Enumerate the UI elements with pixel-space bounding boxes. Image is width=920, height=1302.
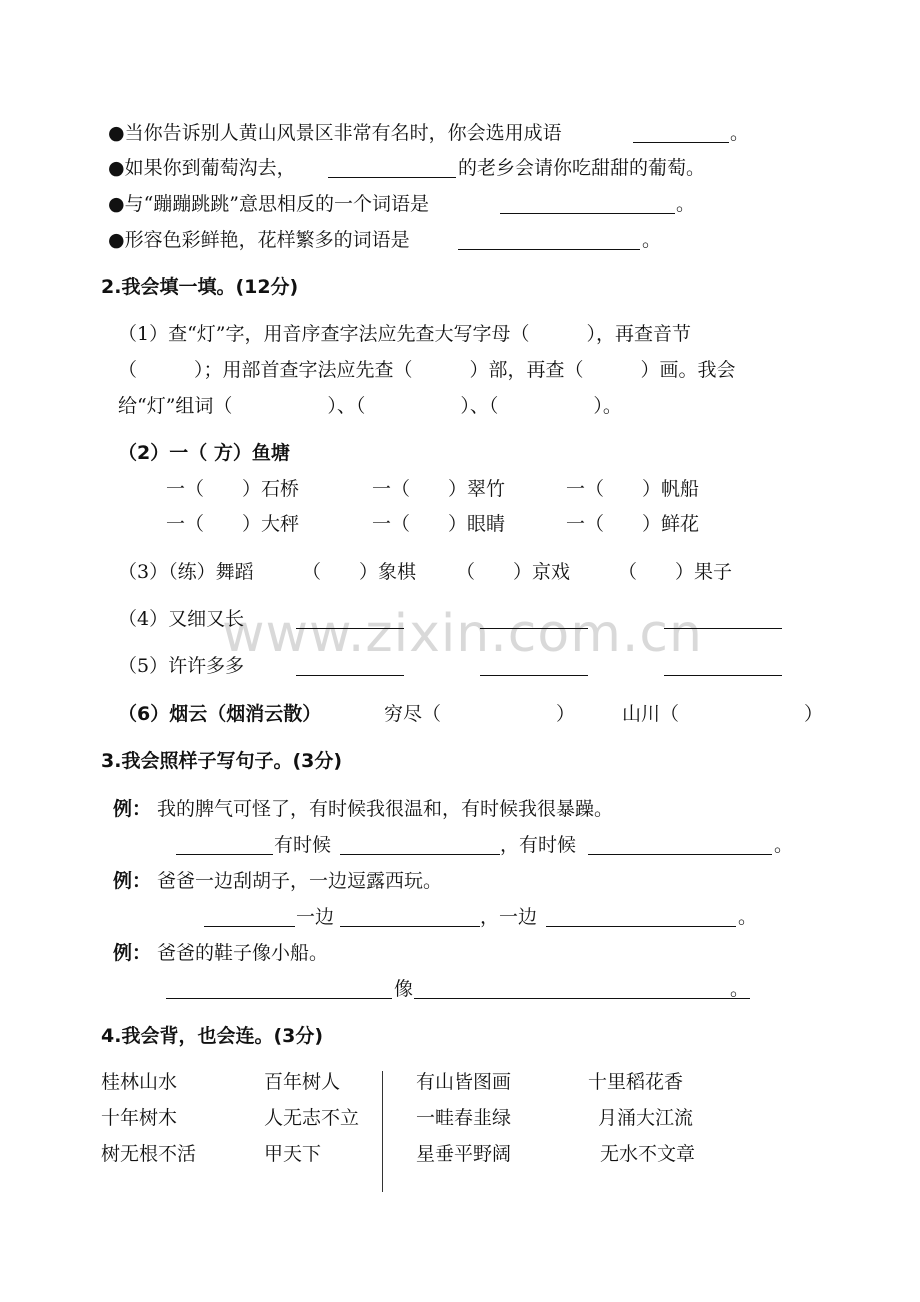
match-item[interactable]: 百年树人 xyxy=(264,1071,341,1093)
bullet-end: 的老乡会请你吃甜甜的葡萄。 xyxy=(458,157,706,179)
answer-blank[interactable] xyxy=(480,675,588,676)
bullet-question-4: ●形容色彩鲜艳，花样繁多的词语是 xyxy=(108,229,410,251)
answer-blank[interactable] xyxy=(664,628,782,629)
fill-word: 有时候 xyxy=(274,834,332,856)
bullet-question-2: ●如果你到葡萄沟去， xyxy=(108,157,296,179)
section-2-title: 2.我会填一填。(12分) xyxy=(101,276,299,298)
fill-word: 像 xyxy=(394,978,414,1000)
answer-blank[interactable] xyxy=(166,998,392,999)
match-item[interactable]: 一畦春韭绿 xyxy=(416,1107,512,1129)
fill-word: ，有时候 xyxy=(500,834,577,856)
example-label: 例： xyxy=(113,870,152,892)
q6-b-end: ） xyxy=(804,703,824,725)
example-sentence-1: 我的脾气可怪了，有时候我很温和，有时候我很暴躁。 xyxy=(157,798,614,820)
q6-a: 穷尽（ xyxy=(384,703,442,725)
answer-blank[interactable] xyxy=(340,854,500,855)
match-item[interactable]: 树无根不活 xyxy=(101,1143,197,1165)
match-item[interactable]: 十年树木 xyxy=(101,1107,178,1129)
column-divider xyxy=(382,1071,383,1192)
watermark: www.zixin.com.cn xyxy=(222,604,703,664)
q2-head: （2）一（ 方）鱼塘 xyxy=(118,442,290,464)
answer-blank[interactable] xyxy=(414,998,750,999)
q3-item: （ ）象棋 xyxy=(302,561,417,583)
answer-blank[interactable] xyxy=(546,926,736,927)
q3-item: （ ）果子 xyxy=(618,561,733,583)
q1-line-1: （1）查“灯”字，用音序查字法应先查大写字母（ ），再查音节 xyxy=(118,323,692,345)
match-item[interactable]: 无水不文章 xyxy=(600,1143,696,1165)
fill-end: 。 xyxy=(774,834,794,856)
bullet-end: 。 xyxy=(642,229,662,251)
answer-blank[interactable] xyxy=(296,628,404,629)
fill-end: 。 xyxy=(738,906,758,928)
answer-blank[interactable] xyxy=(176,854,273,855)
answer-blank[interactable] xyxy=(340,926,480,927)
q3-item: （ ）京戏 xyxy=(456,561,571,583)
section-4-title: 4.我会背，也会连。(3分) xyxy=(101,1025,324,1047)
answer-blank[interactable] xyxy=(480,628,588,629)
match-item[interactable]: 甲天下 xyxy=(264,1143,322,1165)
match-item[interactable]: 人无志不立 xyxy=(264,1107,360,1129)
answer-blank[interactable] xyxy=(204,926,295,927)
q5-text: （5）许许多多 xyxy=(118,655,245,677)
match-item[interactable]: 桂林山水 xyxy=(101,1071,178,1093)
q1-line-2: （ ）；用部首查字法应先查（ ）部，再查（ ）画。我会 xyxy=(118,359,736,381)
q3-item: （3）（练）舞蹈 xyxy=(118,561,254,583)
fill-word: ，一边 xyxy=(480,906,538,928)
answer-blank[interactable] xyxy=(296,675,404,676)
q2-item: 一（ ）眼睛 xyxy=(372,513,506,535)
q2-item: 一（ ）帆船 xyxy=(566,478,700,500)
match-item[interactable]: 月涌大江流 xyxy=(598,1107,694,1129)
bullet-end: 。 xyxy=(676,193,696,215)
q2-item: 一（ ）大秤 xyxy=(166,513,300,535)
match-item[interactable]: 星垂平野阔 xyxy=(416,1143,512,1165)
q2-item: 一（ ）石桥 xyxy=(166,478,300,500)
bullet-end: 。 xyxy=(730,122,750,144)
answer-blank[interactable] xyxy=(664,675,782,676)
q6-a-end: ） xyxy=(556,703,576,725)
bullet-question-1: ●当你告诉别人黄山风景区非常有名时，你会选用成语 xyxy=(108,122,562,144)
answer-blank[interactable] xyxy=(458,249,640,250)
answer-blank[interactable] xyxy=(500,213,675,214)
example-sentence-3: 爸爸的鞋子像小船。 xyxy=(157,942,329,964)
q1-line-3: 给“灯”组词（ ）、（ ）、（ ）。 xyxy=(118,395,622,417)
fill-word: 一边 xyxy=(296,906,335,928)
match-item[interactable]: 十里稻花香 xyxy=(588,1071,684,1093)
answer-blank[interactable] xyxy=(328,177,456,178)
bullet-question-3: ●与“蹦蹦跳跳”意思相反的一个词语是 xyxy=(108,193,430,215)
match-item[interactable]: 有山皆图画 xyxy=(416,1071,512,1093)
example-sentence-2: 爸爸一边刮胡子，一边逗露西玩。 xyxy=(157,870,443,892)
q6-head: （6）烟云（烟消云散） xyxy=(118,703,322,725)
answer-blank[interactable] xyxy=(633,142,729,143)
q2-item: 一（ ）翠竹 xyxy=(372,478,506,500)
answer-blank[interactable] xyxy=(588,854,772,855)
example-label: 例： xyxy=(113,942,152,964)
q4-text: （4）又细又长 xyxy=(118,608,245,630)
example-label: 例： xyxy=(113,798,152,820)
fill-end: 。 xyxy=(730,978,750,1000)
q6-b: 山川（ xyxy=(622,703,680,725)
q2-item: 一（ ）鲜花 xyxy=(566,513,700,535)
section-3-title: 3.我会照样子写句子。(3分) xyxy=(101,750,343,772)
